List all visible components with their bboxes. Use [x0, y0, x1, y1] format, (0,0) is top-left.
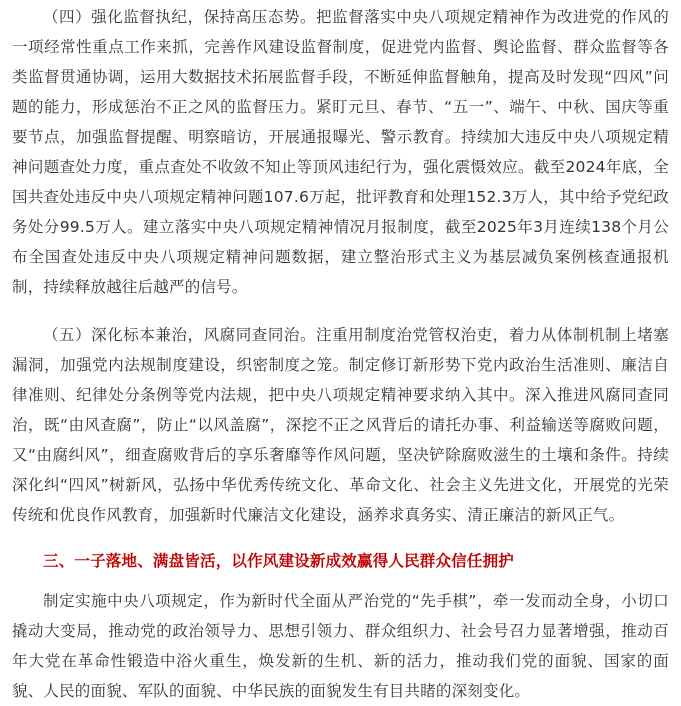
paragraph-supervision: （四）强化监督执纪，保持高压态势。把监督落实中央八项规定精神作为改进党的作风的一项经常性重点工作来抓，完善作风建设监督制度，促进党内监督、舆论监督、群众监督等各类监督贯通协调，运用大数据技术拓展监督手段，不断延伸监督触角，提高及时发现“四风”问题的能力，形成惩治不正之风的监督压力。紧盯元旦、春节、“五一”、端午、中秋、国庆等重要节点，加强监督提醒、明察暗访，开展通报曝光、警示教育。持续加大违反中央八项规定精神问题查处力度，重点查处不收敛不知止等顶风违纪行为，强化震慑效应。截至2024年底，全国共查处违反中央八项规定精神问题107.6万起，批评教育和处理152.3万人，其中给予党纪政务处分99.5万人。建立落实中央八项规定精神情况月报制度，截至2025年3月连续138个月公布全国查处违反中央八项规定精神问题数据，建立整治形式主义为基层减负案例核查通报机制，持续释放越往后越严的信号。	[12, 8, 669, 296]
section-heading: 三、一子落地、满盘皆活，以作风建设新成效赢得人民群众信任拥护	[43, 552, 515, 570]
paragraph-root-causes: （五）深化标本兼治，风腐同查同治。注重用制度治党管权治吏，着力从体制机制上堵塞漏洞，加强党内法规制度建设，织密制度之笼。制定修订新形势下党内政治生活准则、廉洁自律准则、纪律处分条例等党内法规，把中央八项规定精神要求纳入其中。深入推进风腐同查同治，既“由风查腐”，防止“以风盖腐”，深挖不正之风背后的请托办事、利益输送等腐败问题，又“由腐纠风”，细查腐败背后的享乐奢靡等作风问题，坚决铲除腐败滋生的土壤和条件。持续深化纠“四风”树新风，弘扬中华优秀传统文化、革命文化、社会主义先进文化，开展党的光荣传统和优良作风教育，加强新时代廉洁文化建设，涵养求真务实、清正廉洁的新风正气。	[12, 326, 669, 524]
paragraph-conclusion: 制定实施中央八项规定，作为新时代全面从严治党的“先手棋”，牵一发而动全身，小切口撬动大变局，推动党的政治领导力、思想引领力、群众组织力、社会号召力显著增强，推动百年大党在革命性锻造中浴火重生，焕发新的生机、新的活力，推动我们党的面貌、国家的面貌、人民的面貌、军队的面貌、中华民族的面貌发生有目共睹的深刻变化。	[12, 592, 669, 700]
